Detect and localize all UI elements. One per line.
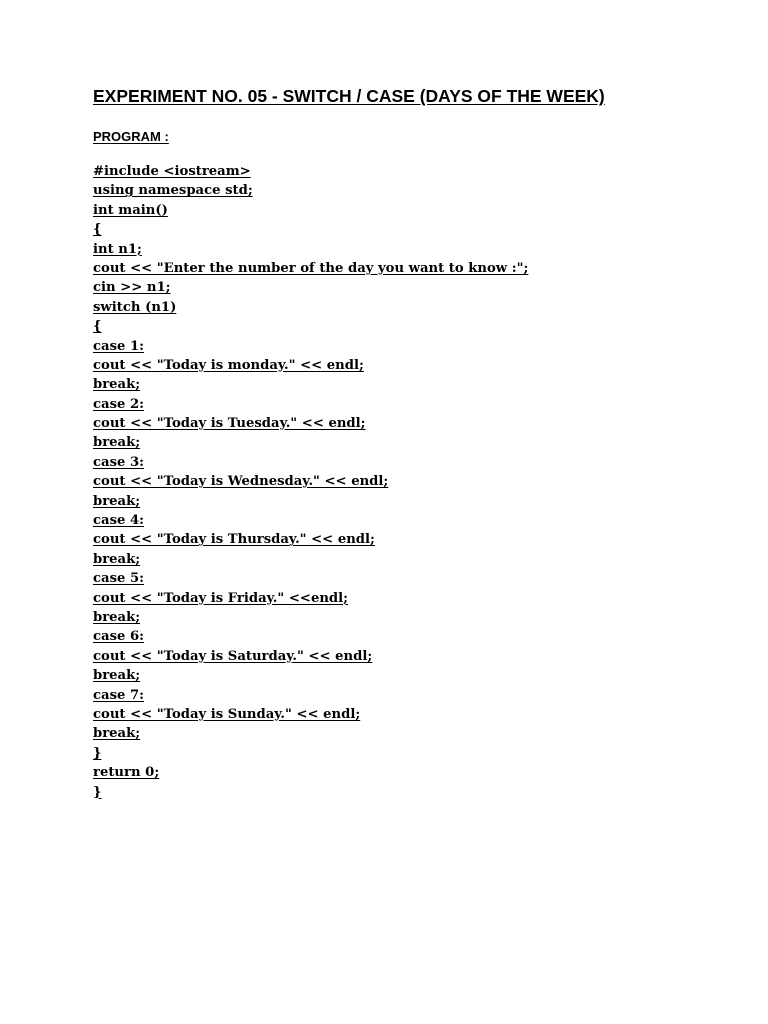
code-line: case 7: [93, 687, 145, 703]
code-line: } [93, 784, 102, 800]
code-line: case 5: [93, 571, 145, 587]
code-line: case 3: [93, 454, 145, 470]
code-line: cout << "Today is monday." << endl; [93, 357, 364, 373]
code-line: int n1; [93, 241, 142, 257]
code-line: return 0; [93, 765, 160, 781]
code-line: case 2: [93, 396, 145, 412]
code-line: cout << "Today is Saturday." << endl; [93, 648, 373, 664]
code-line: int main() [93, 202, 168, 218]
code-line: { [93, 222, 102, 238]
code-line: break; [93, 493, 141, 509]
experiment-title: EXPERIMENT NO. 05 - SWITCH / CASE (DAYS OF THE WEEK) [93, 86, 605, 106]
code-line: break; [93, 609, 141, 625]
code-line: { [93, 319, 102, 335]
code-line: cin >> n1; [93, 280, 171, 296]
code-line: cout << "Enter the number of the day you want to know :"; [93, 260, 529, 276]
code-line: break; [93, 668, 141, 684]
code-line: case 4: [93, 513, 145, 529]
code-line: cout << "Today is Wednesday." << endl; [93, 474, 389, 490]
code-line: case 6: [93, 629, 145, 645]
code-listing [93, 162, 528, 802]
code-line: cout << "Today is Tuesday." << endl; [93, 416, 366, 432]
code-line: switch (n1) [93, 299, 177, 315]
code-line: #include <iostream> [93, 164, 251, 179]
code-line: break; [93, 435, 141, 451]
code-line: break; [93, 551, 141, 567]
program-label: PROGRAM : [93, 129, 169, 144]
code-line: } [93, 745, 102, 761]
code-line: break; [93, 726, 141, 742]
code-line: break; [93, 377, 141, 393]
code-line: cout << "Today is Sunday." << endl; [93, 706, 361, 722]
code-line: cout << "Today is Thursday." << endl; [93, 532, 375, 548]
code-line: case 1: [93, 338, 145, 354]
code-line: using namespace std; [93, 183, 253, 199]
code-line: cout << "Today is Friday." <<endl; [93, 590, 349, 606]
